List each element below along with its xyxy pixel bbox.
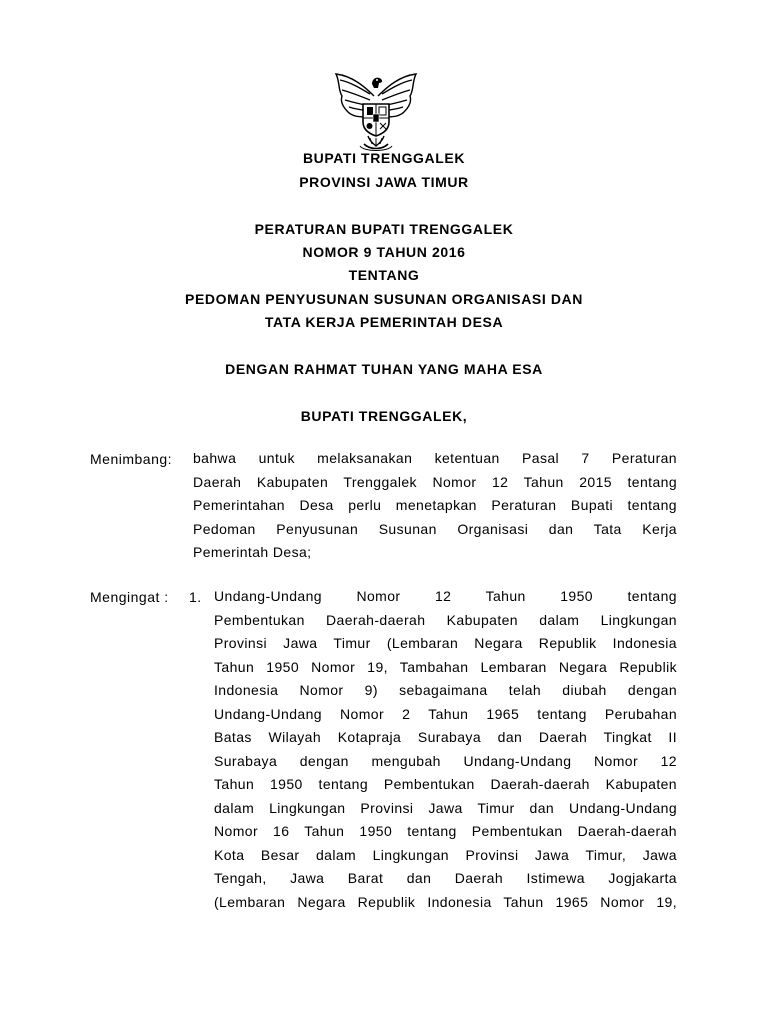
garuda-emblem-icon bbox=[330, 66, 422, 154]
mengingat-line: Undang-Undang Nomor 12 Tahun 1950 tentang bbox=[214, 588, 677, 604]
mengingat-line: Indonesia Nomor 9) sebagaimana telah diubah dengan bbox=[214, 682, 677, 698]
regulation-title: PERATURAN BUPATI TRENGGALEK bbox=[254, 221, 514, 237]
mengingat-item-number: 1. bbox=[189, 589, 202, 605]
mengingat-line: Pembentukan Daerah-daerah Kabupaten dalam Lingkungan bbox=[214, 611, 677, 628]
blessing-heading: DENGAN RAHMAT TUHAN YANG MAHA ESA bbox=[225, 361, 543, 377]
mengingat-item-text bbox=[214, 585, 677, 914]
mengingat-line: Tahun 1950 tentang Pembentukan Daerah-daerah Kabupaten bbox=[214, 776, 677, 792]
mengingat-line: Provinsi Jawa Timur (Lembaran Negara Republik Indonesia bbox=[214, 635, 677, 651]
authority-heading: BUPATI TRENGGALEK bbox=[302, 150, 466, 166]
menimbang-line: bahwa untuk melaksanakan ketentuan Pasal 7 Peraturan bbox=[193, 450, 677, 466]
regulation-number: NOMOR 9 TAHUN 2016 bbox=[302, 244, 466, 260]
menimbang-line: Pedoman Penyusunan Susunan Organisasi dan Tata Kerja bbox=[193, 520, 677, 537]
menimbang-label: Menimbang: bbox=[90, 451, 173, 467]
about-heading: TENTANG bbox=[348, 267, 420, 283]
mengingat-line: Tengah, Jawa Barat dan Daerah Istimewa Jogjakarta bbox=[214, 870, 677, 886]
mengingat-line: Undang-Undang Nomor 2 Tahun 1965 tentang Perubahan bbox=[214, 705, 677, 722]
mengingat-line: Nomor 16 Tahun 1950 tentang Pembentukan Daerah-daerah bbox=[214, 823, 677, 839]
menimbang-line: Daerah Kabupaten Trenggalek Nomor 12 Tahun 2015 tentang bbox=[193, 473, 677, 490]
mengingat-line: Surabaya dengan mengubah Undang-Undang Nomor 12 bbox=[214, 752, 677, 769]
menimbang-line: Pemerintah Desa; bbox=[193, 544, 312, 560]
mengingat-line: (Lembaran Negara Republik Indonesia Tahun 1965 Nomor 19, bbox=[214, 893, 677, 910]
mengingat-line: Tahun 1950 Nomor 19, Tambahan Lembaran Negara Republik bbox=[214, 658, 677, 675]
menimbang-paragraph bbox=[193, 447, 677, 565]
subject-line-1: PEDOMAN PENYUSUNAN SUSUNAN ORGANISASI DAN bbox=[185, 291, 583, 307]
subject-line-2: TATA KERJA PEMERINTAH DESA bbox=[264, 314, 504, 330]
mengingat-line: Kota Besar dalam Lingkungan Provinsi Jawa Timur, Jawa bbox=[214, 846, 677, 863]
mengingat-line: Batas Wilayah Kotapraja Surabaya dan Daerah Tingkat II bbox=[214, 729, 677, 745]
mengingat-line: dalam Lingkungan Provinsi Jawa Timur dan Undang-Undang bbox=[214, 799, 677, 816]
mengingat-label: Mengingat : bbox=[90, 589, 169, 605]
province-heading: PROVINSI JAWA TIMUR bbox=[299, 174, 469, 190]
menimbang-line: Pemerintahan Desa perlu menetapkan Peraturan Bupati tentang bbox=[193, 497, 677, 513]
signatory-heading: BUPATI TRENGGALEK, bbox=[300, 408, 468, 424]
